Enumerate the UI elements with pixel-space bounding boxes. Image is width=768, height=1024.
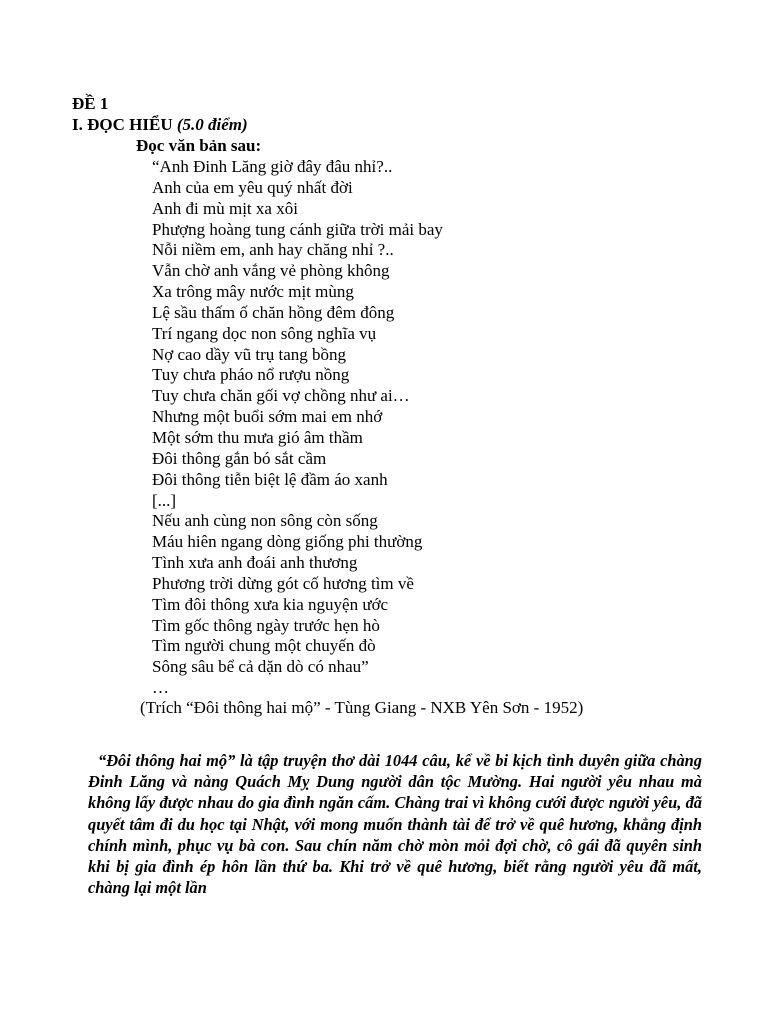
poem-line: Một sớm thu mưa gió âm thầm xyxy=(152,427,363,447)
poem-line: Đôi thông gắn bó sắt cầm xyxy=(152,448,327,468)
poem-line: Tìm đôi thông xưa kia nguyện ước xyxy=(152,594,389,614)
poem-line: Đôi thông tiễn biệt lệ đầm áo xanh xyxy=(152,469,388,489)
poem-line: Anh của em yêu quý nhất đời xyxy=(152,177,353,197)
poem-line: Tuy chưa chăn gối vợ chồng như ai… xyxy=(152,386,410,406)
poem-line: Nợ cao dầy vũ trụ tang bồng xyxy=(152,344,347,364)
poem-line: Máu hiên ngang dòng giống phi thường xyxy=(152,532,423,552)
poem-line: Nếu anh cùng non sông còn sống xyxy=(152,511,378,531)
poem-line: Nỗi niềm em, anh hay chăng nhỉ ?.. xyxy=(152,240,394,260)
poem-line: Sông sâu bể cả dặn dò có nhau” xyxy=(152,657,369,677)
poem-line: [...] xyxy=(152,490,177,510)
poem-line: Trí ngang dọc non sông nghĩa vụ xyxy=(152,323,377,343)
poem-line: Xa trông mây nước mịt mùng xyxy=(152,282,354,302)
poem-line: Tìm người chung một chuyến đò xyxy=(152,636,376,656)
poem-line: Anh đi mù mịt xa xôi xyxy=(152,198,298,218)
poem-line: Lệ sầu thấm ố chăn hồng đêm đông xyxy=(152,302,395,322)
poem-line: “Anh Đinh Lăng giờ đây đâu nhỉ?.. xyxy=(152,157,393,176)
section-heading xyxy=(72,115,248,135)
poem-line: Phượng hoàng tung cánh giữa trời mải bay xyxy=(152,219,443,239)
exam-title: ĐỀ 1 xyxy=(72,94,109,113)
reading-instruction: Đọc văn bản sau: xyxy=(136,136,262,155)
poem-excerpt xyxy=(152,157,443,699)
summary-paragraph: “Đôi thông hai mộ” là tập truyện thơ dài 1044 câu, kể về bi kịch tình duyên giữa chàng Đinh Lăng và nàng Quách Mỵ Dung người dân tộc Mường. Hai người yêu nhau mà không lấy được nhau do gia đình ngăn cấm. Chàng trai vì không cưới được người yêu, đã quyết tâm đi du học tại Nhật, với mong muốn thành tài để trở về quê hương, khẳng định chính mình, phục vụ bà con. Sau chín năm chờ mòn mỏi đợi chờ, cô gái đã quyên sinh khi bị gia đình ép hôn lần thứ ba. Khi trở về quê hương, biết rằng người yêu đã mất, chàng lại một lần xyxy=(88,751,702,898)
poem-line: Phương trời dừng gót cố hương tìm về xyxy=(152,573,414,593)
poem-source-citation: (Trích “Đôi thông hai mộ” - Tùng Giang - NXB Yên Sơn - 1952) xyxy=(140,698,584,717)
section-points: (5.0 điểm) xyxy=(176,115,248,134)
poem-line: Tình xưa anh đoái anh thương xyxy=(152,553,358,573)
poem-line: Vẫn chờ anh vắng vẻ phòng không xyxy=(152,261,390,281)
section-title: I. ĐỌC HIỂU xyxy=(72,115,177,134)
poem-line: … xyxy=(152,678,169,698)
poem-line: Tìm gốc thông ngày trước hẹn hò xyxy=(152,615,380,635)
poem-line: Nhưng một buổi sớm mai em nhớ xyxy=(152,407,383,427)
poem-line: Tuy chưa pháo nổ rượu nồng xyxy=(152,365,350,385)
